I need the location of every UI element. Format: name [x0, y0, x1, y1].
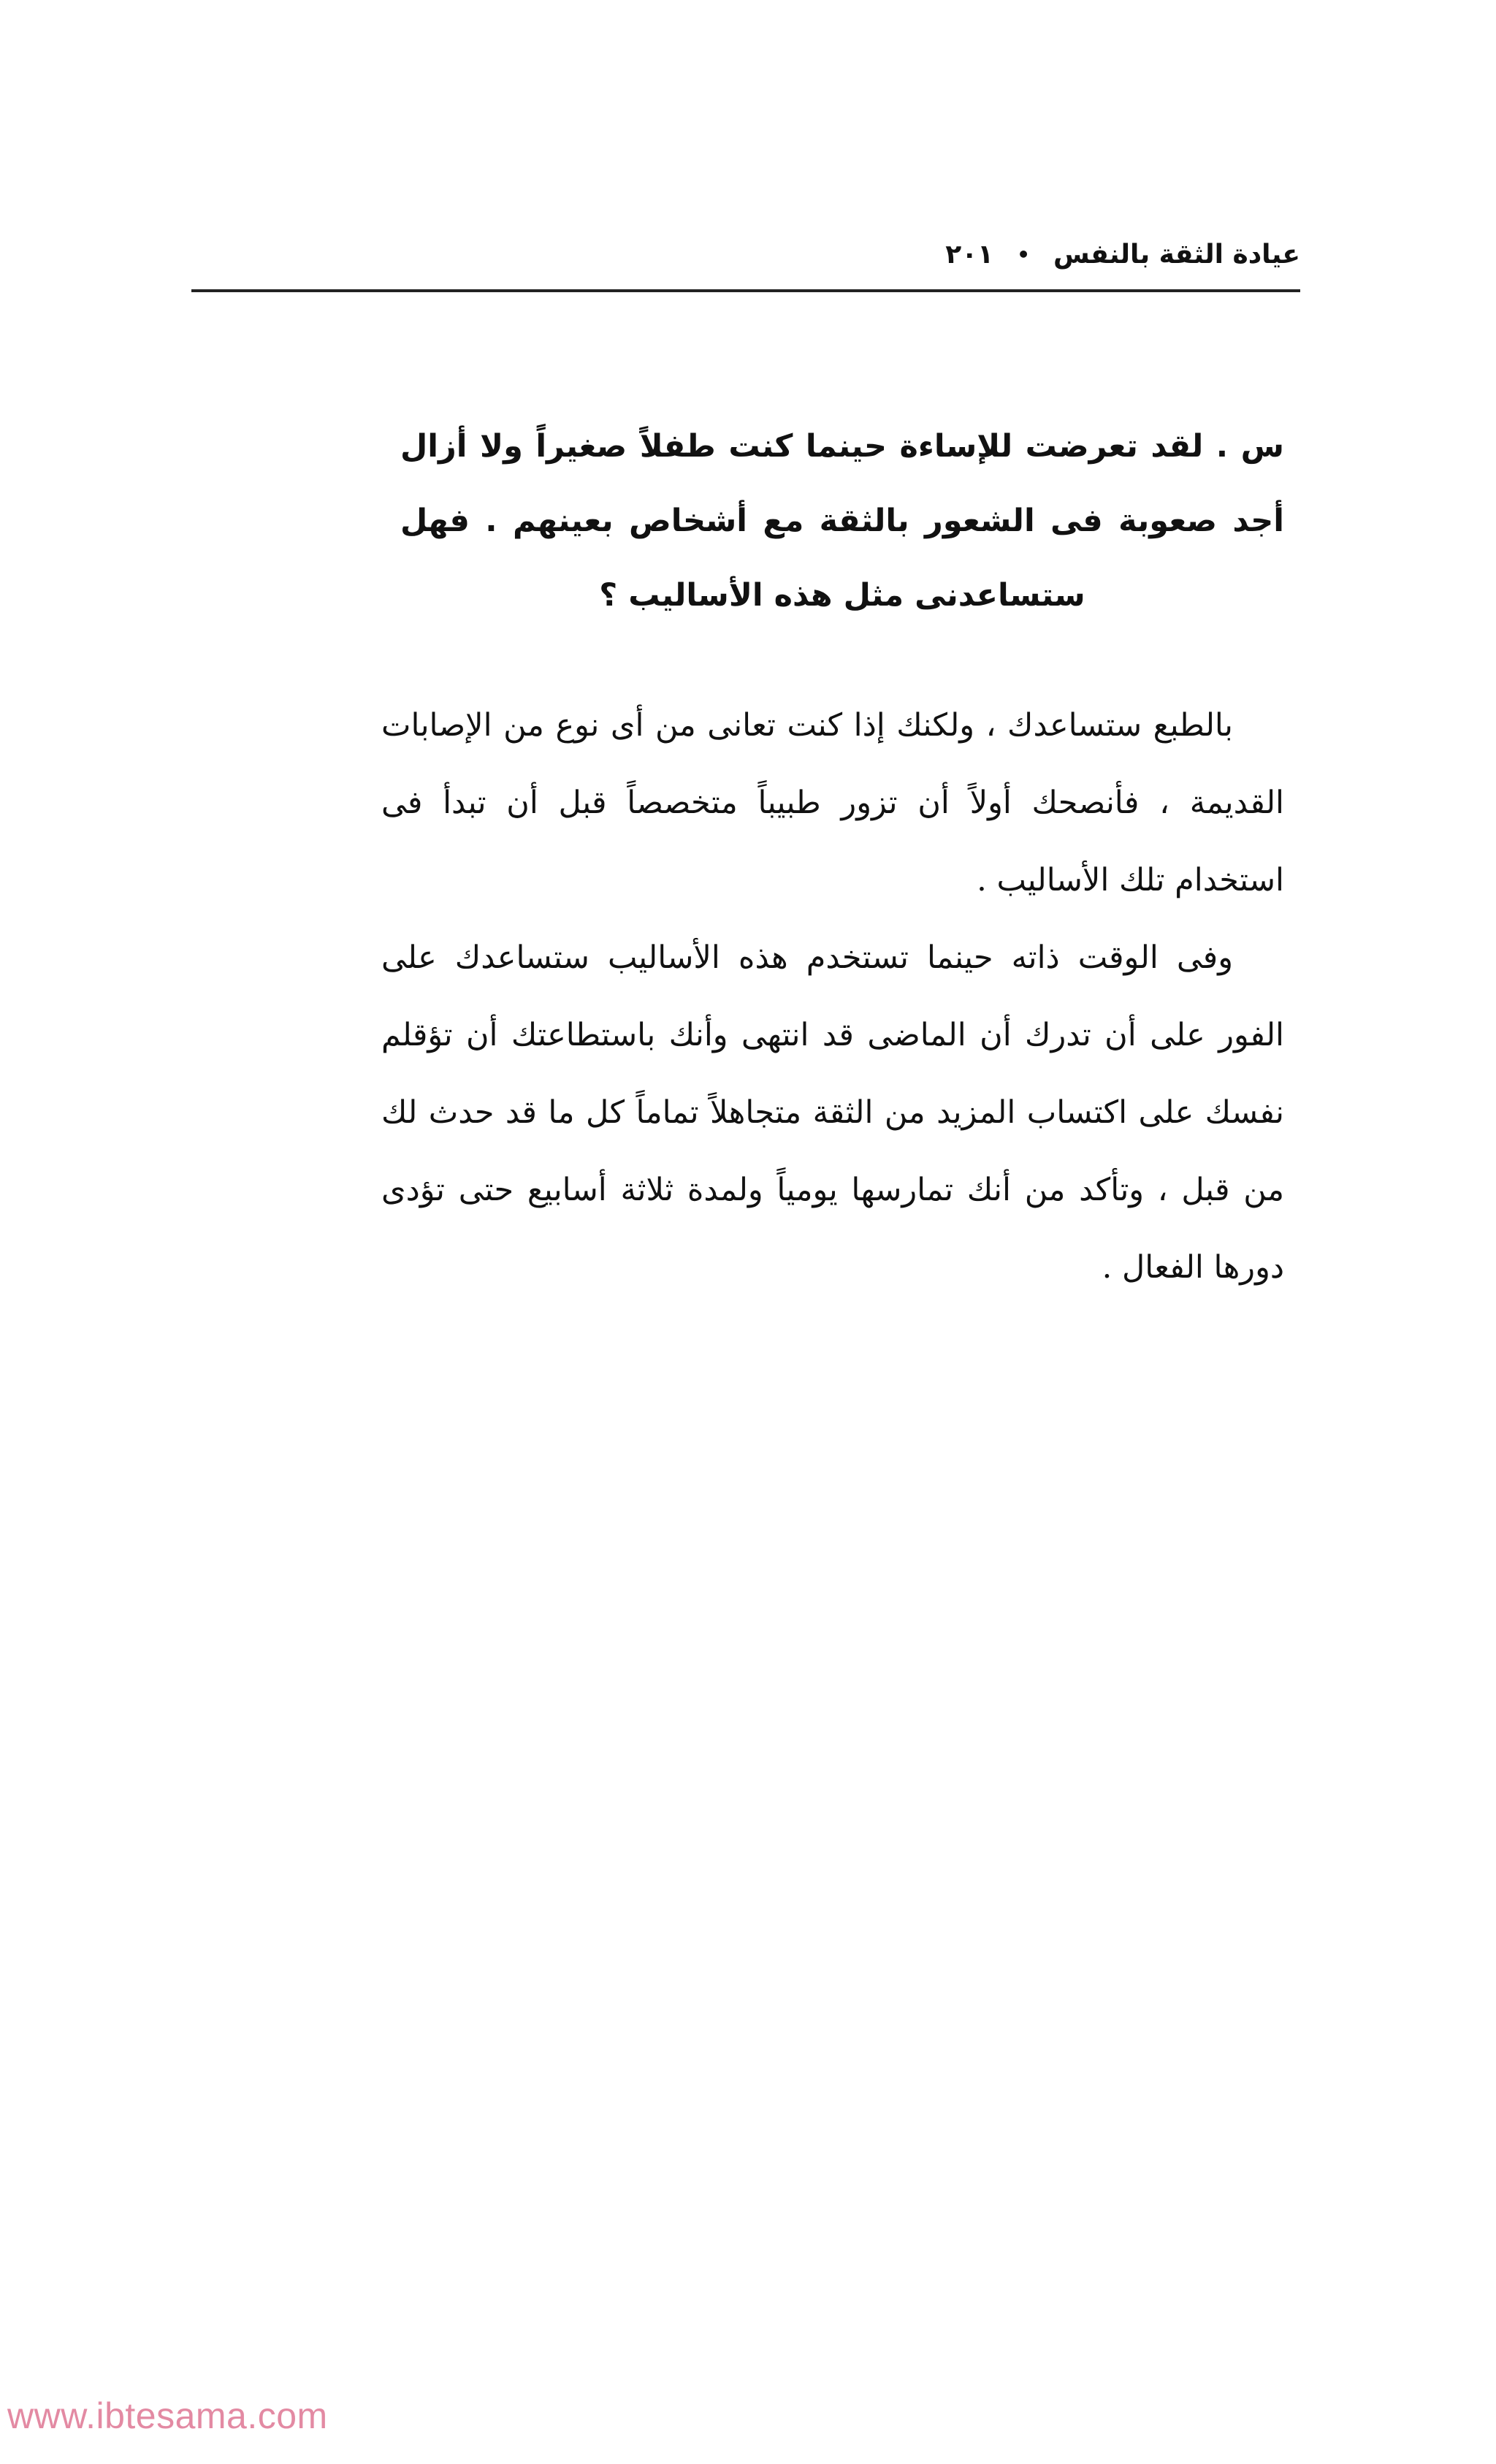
watermark-url: www.ibtesama.com [7, 2395, 328, 2436]
header-separator: • [1017, 242, 1031, 267]
running-title: عيادة الثقة بالنفس [1053, 239, 1300, 270]
answer-paragraph: وفى الوقت ذاته حينما تستخدم هذه الأساليب ستساعدك على الفور على أن تدرك أن الماضى قد انتهى وأنك باستطاعتك أن تؤقلم نفسك على اكتساب المزيد من الثقة متجاهلاً تماماً كل ما قد حدث لك من قبل ، وتأكد من أنك تمارسها يومياً ولمدة ثلاثة أسابيع حتى تؤدى دورها الفعال . [381, 939, 1284, 1286]
answer-paragraph: بالطبع ستساعدك ، ولكنك إذا كنت تعانى من أى نوع من الإصابات القديمة ، فأنصحك أولاً أن تزور طبيباً متخصصاً قبل أن تبدأ فى استخدام تلك الأساليب . [381, 707, 1284, 899]
page-number: ٢٠١ [945, 239, 994, 270]
header-rule [191, 289, 1300, 292]
answer-body [381, 687, 1284, 1306]
question-paragraph: س . لقد تعرضت للإساءة حينما كنت طفلاً صغيراً ولا أزال أجد صعوبة فى الشعور بالثقة مع أشخاص بعينهم . فهل ستساعدنى مثل هذه الأساليب ؟ [400, 428, 1284, 614]
running-header [191, 232, 1300, 276]
